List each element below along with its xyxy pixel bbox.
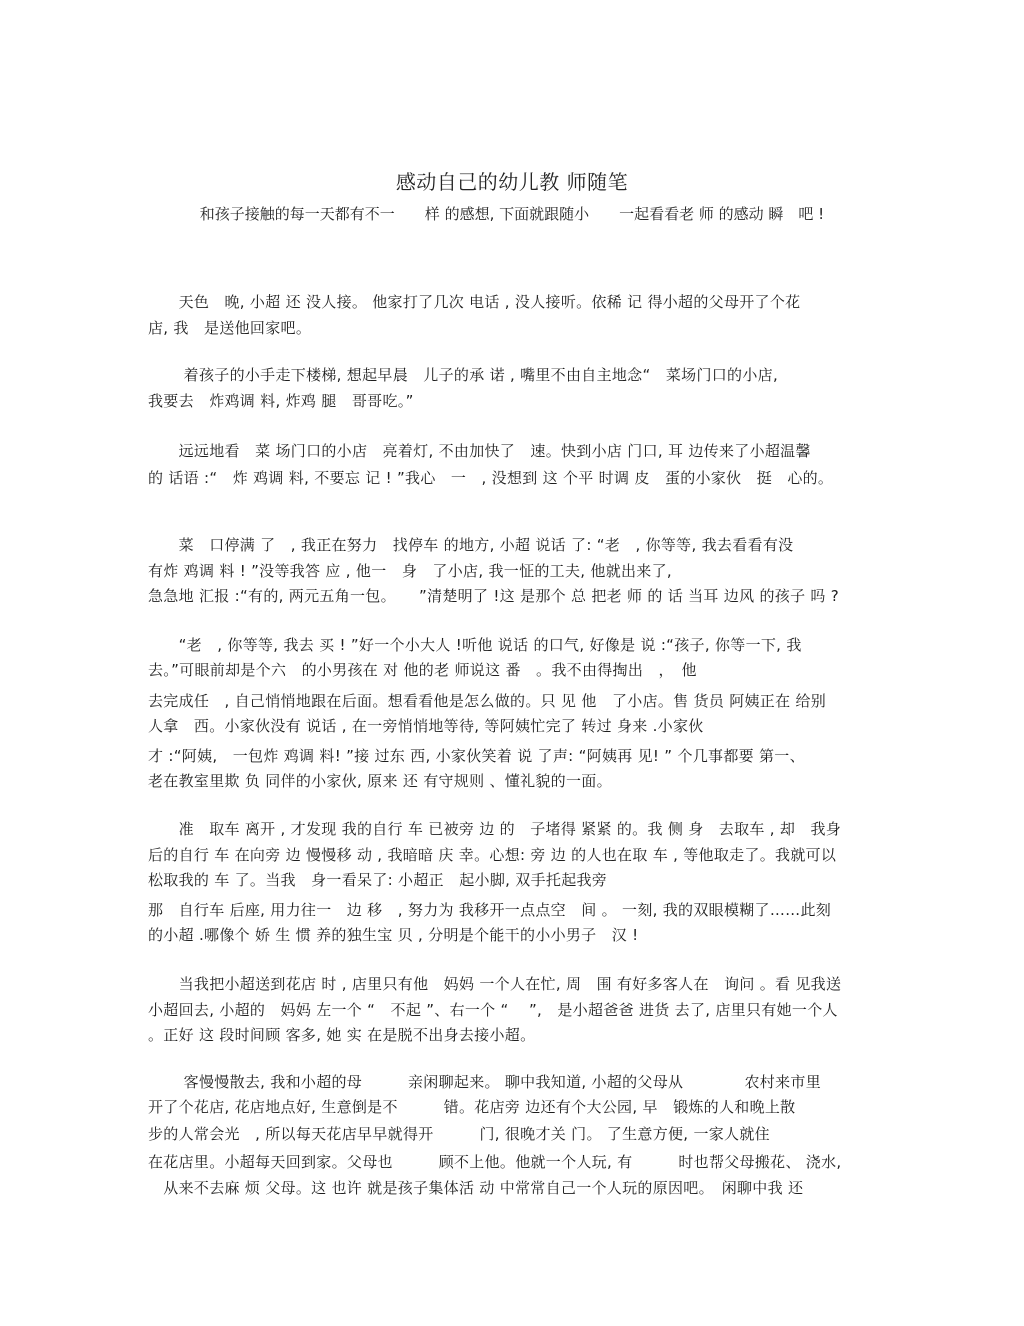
- text-line: 有炸 鸡调 料 ! ”没等我答 应 , 他一 身 了小店, 我一怔的工夫, 他就出来了,: [148, 562, 672, 580]
- text-line: 的小超 .哪像个 娇 生 惯 养的独生宝 贝 , 分明是个能干的小小男子 汉 !: [148, 926, 639, 944]
- text-line: 我要去 炸鸡调 料, 炸鸡 腿 哥哥吃。”: [148, 392, 414, 410]
- text-line: 。正好 这 段时间顾 客多, 她 实 在是脱不出身去接小超。: [148, 1026, 536, 1044]
- text-line: 当我把小超送到花店 时 , 店里只有他 妈妈 一个人在忙, 周 围 有好多客人在 询问 。看 见我送: [148, 975, 842, 993]
- text-line: 在花店里。小超每天回到家。父母也 顾不上他。他就一个人玩, 有 时也帮父母搬花、 浇水,: [148, 1153, 842, 1171]
- page-subtitle: 和孩子接触的每一天都有不一 样 的感想, 下面就跟随小 一起看看老 师 的感动 瞬 吧 !: [199, 205, 825, 223]
- text-line: 小超回去, 小超的 妈妈 左一个 “ 不起 ”、右一个 “ ”, 是小超爸爸 进货 去了, 店里只有她一个人: [148, 1001, 838, 1019]
- text-line: 开了个花店, 花店地点好, 生意倒是不 错。花店旁 边还有个大公园, 早 锻炼的人和晚上散: [148, 1098, 796, 1116]
- text-line: 老在教室里欺 负 同伴的小家伙, 原来 还 有守规则 、懂礼貌的一面。: [148, 772, 612, 790]
- text-line: 去完成任 , 自己悄悄地跟在后面。想看看他是怎么做的。只 见 他 了小店。售 货员 阿姨正在 给别: [148, 692, 827, 710]
- text-line: 天色 晚, 小超 还 没人接。 他家打了几次 电话 , 没人接听。依稀 记 得小超的父母开了个花: [148, 293, 801, 311]
- text-line: 那 自行车 后座, 用力往一 边 移 , 努力为 我移开一点点空 间 。 一刻, 我的双眼模糊了……此刻: [148, 901, 832, 919]
- text-line: 急急地 汇报 :“有的, 两元五角一包。 ”清楚明了 !这 是那个 总 把老 师 的 话 当耳 边风 的孩子 吗 ?: [148, 587, 840, 605]
- text-line: 后的自行 车 在向旁 边 慢慢移 动 , 我暗暗 庆 幸。心想: 旁 边 的人也在取 车 , 等他取走了。我就可以: [148, 846, 837, 864]
- text-line: 准 取车 离开 , 才发现 我的自行 车 已被旁 边 的 子堵得 紧紧 的。我 侧 身 去取车 , 却 我身: [148, 820, 842, 838]
- text-line: 从来不去麻 烦 父母。这 也许 就是孩子集体活 动 中常常自己一个人玩的原因吧。 闲聊中我 还: [148, 1179, 804, 1197]
- text-line: 店, 我 是送他回家吧。: [148, 319, 312, 337]
- text-line: 去。”可眼前却是个六 的小男孩在 对 他的老 师说这 番 。我不由得掏出 ， 他: [148, 661, 697, 679]
- text-line: “老 , 你等等, 我去 买 ! ”好一个小大人 !听他 说话 的口气, 好像是 说 :“孩子, 你等一下, 我: [148, 636, 802, 654]
- text-line: 远远地看 菜 场门口的小店 亮着灯, 不由加快了 速。快到小店 门口, 耳 边传来了小超温馨: [148, 442, 811, 460]
- text-line: 人拿 西。小家伙没有 说话 , 在一旁悄悄地等待, 等阿姨忙完了 转过 身来 .小家伙: [148, 717, 704, 735]
- text-line: 才 :“阿姨, 一包炸 鸡调 料! ”接 过东 西, 小家伙笑着 说 了声: “阿姨再 见! ” 个几事都要 第一、: [148, 747, 805, 765]
- text-line: 菜 口停满 了 , 我正在努力 找停车 的地方, 小超 说话 了: “老 , 你等等, 我去看看有没: [148, 536, 794, 554]
- text-line: 步的人常会光 , 所以每天花店早早就得开 门, 很晚才关 门。 了生意方便, 一家人就住: [148, 1125, 770, 1143]
- text-line: 的 话语 :“ 炸 鸡调 料, 不要忘 记 ! ”我心 一 , 没想到 这 个平 时调 皮 蛋的小家伙 挺 心的。: [148, 469, 834, 487]
- text-line: 松取我的 车 了。当我 身一看呆了: 小超正 起小脚, 双手托起我旁: [148, 871, 608, 889]
- text-line: 客慢慢散去, 我和小超的母 亲闲聊起来。 聊中我知道, 小超的父母从 农村来市里: [148, 1073, 822, 1091]
- page-title: 感动自己的幼儿教 师随笔: [395, 170, 629, 194]
- text-line: 着孩子的小手走下楼梯, 想起早晨 儿子的承 诺 , 嘴里不由自主地念“ 菜场门口的小店,: [148, 366, 779, 384]
